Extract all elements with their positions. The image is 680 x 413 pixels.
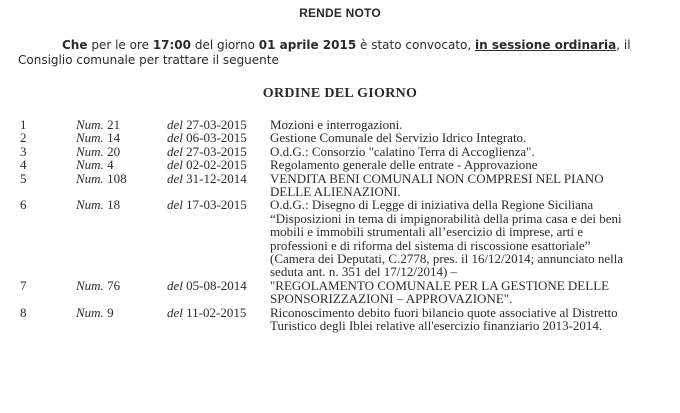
date-value: 11-02-2015 [182,304,247,320]
agenda-item [20,172,672,199]
description-line: O.d.G.: Consorzio "calatino Terra di Accoglienza". [270,143,535,159]
number-label: Num. [76,304,104,320]
agenda-item-index: 5 [20,170,27,186]
date-label: del [167,117,183,132]
agenda-item [20,118,672,131]
date-label: del [167,197,183,213]
agenda-item-date [167,306,270,319]
agenda-item-index: 8 [20,304,27,320]
number-value: 20 [103,143,121,159]
date-value: 27-03-2015 [182,117,247,132]
date-label: del [167,130,183,146]
notice-heading: RENDE NOTO [299,6,381,20]
description-line: (Camera dei Deputati, C.2778, pres. il 16/12/2014; annunciato nella [270,251,624,267]
number-label: Num. [76,143,104,159]
number-value: 108 [103,170,127,186]
description-line: Riconoscimento debito fuori bilancio quote associative al Distretto [270,304,618,320]
date-value: 17-03-2015 [182,197,247,213]
date-label: del [167,304,183,320]
agenda-item-date [167,118,270,131]
date-label: del [167,170,183,186]
number-value: 76 [103,277,121,293]
agenda-item-description [270,306,672,333]
date-label: del [167,157,183,173]
intro-text-b: del giorno [191,38,259,52]
agenda-item-date [167,279,270,292]
number-value: 18 [103,197,121,213]
description-line: mobili e immobili strumentali all’esercizio di imprese, arti e [270,224,583,240]
agenda-item [20,198,672,278]
description-line: DELLE ALIENAZIONI. [270,184,401,200]
agenda-item-date [167,131,270,144]
description-line: professioni e di riforma del sistema di riscossione esattoriale” [270,237,591,253]
agenda-item-number [76,145,167,158]
date-value: 02-02-2015 [182,157,247,173]
agenda-item-index: 7 [20,277,27,293]
intro-line-1 [18,38,668,53]
agenda-item-index: 1 [20,117,27,132]
intro-line-2: Consiglio comunale per trattare il seguente [18,53,279,67]
agenda-item-number [76,158,167,171]
agenda-item-index: 4 [20,157,27,173]
number-label: Num. [76,170,104,186]
date-value: 31-12-2014 [182,170,247,186]
agenda-item-index: 3 [20,143,27,159]
agenda-item [20,145,672,158]
agenda-item [20,131,672,144]
description-line: SPONSORIZZAZIONI – APPROVAZIONE". [270,291,513,307]
number-label: Num. [76,157,104,173]
agenda-item [20,306,672,333]
meeting-time: 17:00 [152,38,192,52]
description-line: "REGOLAMENTO COMUNALE PER LA GESTIONE DELLE [270,277,610,293]
date-value: 06-03-2015 [182,130,247,146]
agenda-item-index: 6 [20,197,27,213]
agenda-item-number [76,118,167,131]
meeting-date: 01 aprile 2015 [258,38,357,52]
intro-word-che: Che [62,38,88,52]
agenda-item-description [270,145,672,158]
agenda-item [20,279,672,306]
date-value: 27-03-2015 [182,143,247,159]
number-value: 4 [103,157,114,173]
session-type: in sessione ordinaria [475,38,617,52]
description-line: Turistico degli Iblei relative all'esercizio finanziario 2013-2014. [270,318,603,334]
agenda-item-description [270,118,672,131]
agenda-item-description [270,158,672,171]
agenda-item-number [76,306,167,319]
agenda-item-description [270,131,672,144]
agenda-item-description [270,172,672,199]
date-label: del [167,277,183,293]
agenda-item-date [167,158,270,171]
agenda-item-description [270,279,672,306]
agenda-item-number [76,279,167,292]
agenda-title: ORDINE DEL GIORNO [262,86,418,101]
intro-paragraph [18,38,668,68]
description-line: Gestione Comunale del Servizio Idrico Integrato. [270,130,527,146]
agenda-list [20,118,672,333]
number-value: 9 [103,304,114,320]
agenda-item-index: 2 [20,130,27,146]
number-label: Num. [76,117,104,132]
description-line: Mozioni e interrogazioni. [270,117,403,132]
description-line: “Disposizioni in tema di impignorabilità della prima casa e dei beni [270,210,622,226]
description-line: Regolamento generale delle entrate - Approvazione [270,157,538,173]
agenda-item-number [76,198,167,211]
description-line: O.d.G.: Disegno di Legge di iniziativa della Regione Siciliana [270,197,594,213]
intro-text-c: è stato convocato, [356,38,476,52]
agenda-item-date [167,172,270,185]
description-line: VENDITA BENI COMUNALI NON COMPRESI NEL PIANO [270,170,604,186]
agenda-item [20,158,672,171]
number-value: 14 [103,130,121,146]
description-line: seduta ant. n. 351 del 17/12/2014) – [270,264,458,280]
number-label: Num. [76,197,104,213]
number-label: Num. [76,277,104,293]
agenda-item-number [76,131,167,144]
agenda-item-number [76,172,167,185]
number-value: 21 [103,117,121,132]
agenda-item-date [167,198,270,211]
intro-text-a: per le ore [87,38,153,52]
number-label: Num. [76,130,104,146]
agenda-item-date [167,145,270,158]
agenda-item-description [270,198,672,278]
intro-text-d: , il [616,38,631,52]
date-value: 05-08-2014 [182,277,247,293]
date-label: del [167,143,183,159]
